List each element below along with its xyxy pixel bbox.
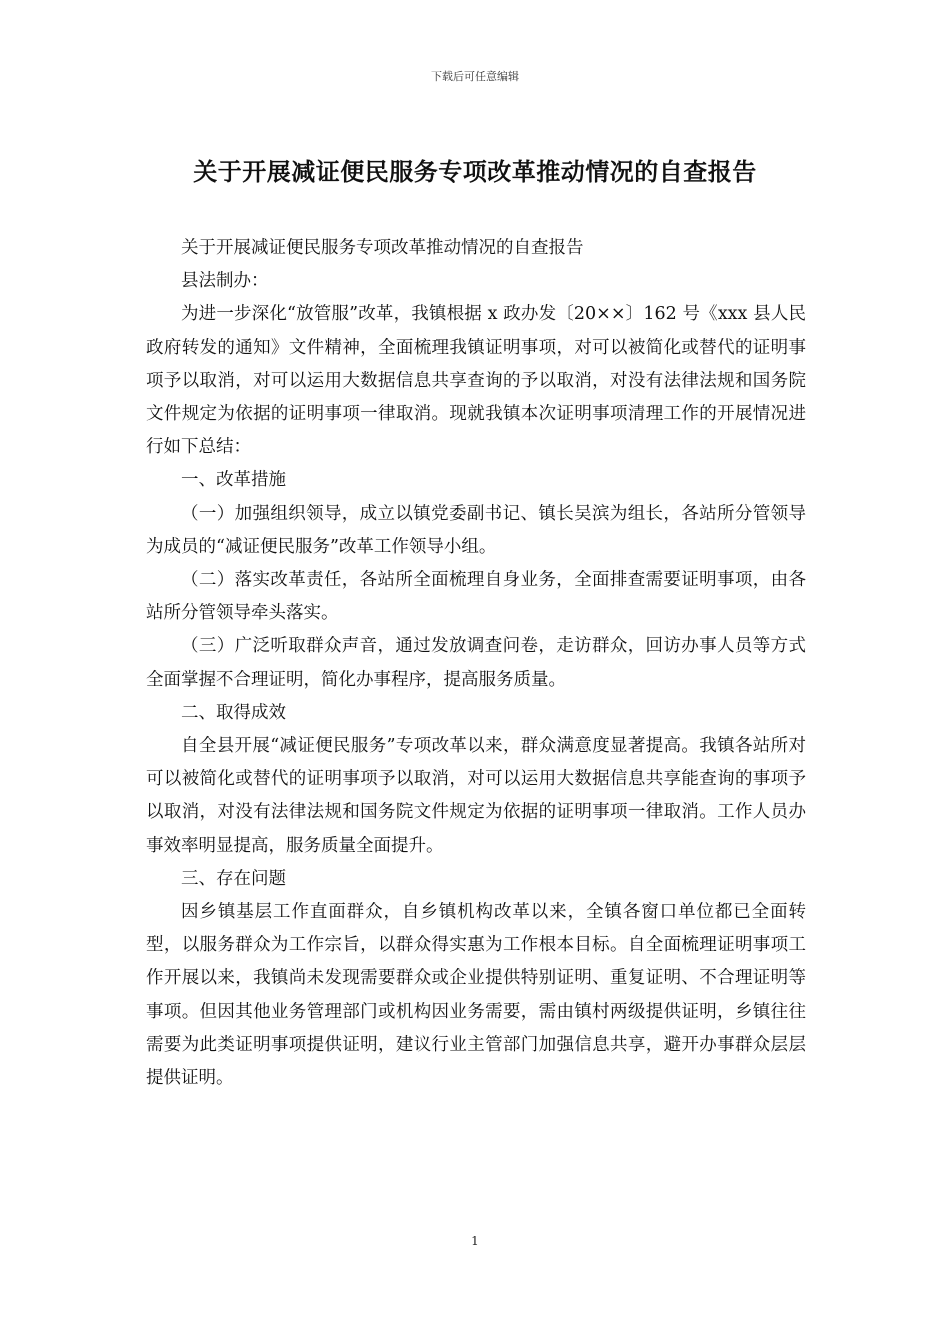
document-body — [146, 232, 806, 1095]
section-heading-problems: 三、存在问题 — [181, 868, 286, 889]
body-paragraph-results: 自全县开展“减证便民服务”专项改革以来，群众满意度显著提高。我镇各站所对可以被简化或替代的证明事项予以取消，对可以运用大数据信息共享能查询的事项予以取消，对没有法律法规和国务院文件规定为依据的证明事项一律取消。工作人员办事效率明显提高，服务质量全面提升。 — [146, 736, 806, 856]
body-paragraph-measure-3: （三）广泛听取群众声音，通过发放调查问卷，走访群众，回访办事人员等方式全面掌握不合理证明，简化办事程序，提高服务质量。 — [146, 636, 806, 690]
body-paragraph-measure-2: （二）落实改革责任，各站所全面梳理自身业务，全面排查需要证明事项，由各站所分管领导牵头落实。 — [146, 570, 806, 624]
header-note: 下载后可任意编辑 — [431, 70, 519, 83]
document-title: 关于开展减证便民服务专项改革推动情况的自查报告 — [193, 158, 757, 186]
body-paragraph-problems: 因乡镇基层工作直面群众，自乡镇机构改革以来，全镇各窗口单位都已全面转型，以服务群众为工作宗旨，以群众得实惠为工作根本目标。自全面梳理证明事项工作开展以来，我镇尚未发现需要群众或企业提供特别证明、重复证明、不合理证明等事项。但因其他业务管理部门或机构因业务需要，需由镇村两级提供证明，乡镇往往需要为此类证明事项提供证明，建议行业主管部门加强信息共享，避开办事群众层层提供证明。 — [146, 902, 806, 1089]
body-paragraph-intro: 为进一步深化“放管服”改革，我镇根据 x 政办发〔20××〕162 号《xxx 县人民政府转发的通知》文件精神，全面梳理我镇证明事项，对可以被简化或替代的证明事项予以取消，对可以运用大数据信息共享查询的予以取消，对没有法律法规和国务院文件规定为依据的证明事项一律取消。现就我镇本次证明事项清理工作的开展情况进行如下总结： — [146, 304, 806, 458]
section-heading-measures: 一、改革措施 — [181, 470, 286, 491]
body-paragraph-subtitle: 关于开展减证便民服务专项改革推动情况的自查报告 — [181, 238, 584, 258]
page-number: 1 — [471, 1234, 479, 1248]
body-paragraph-measure-1: （一）加强组织领导，成立以镇党委副书记、镇长吴滨为组长，各站所分管领导为成员的“减证便民服务”改革工作领导小组。 — [146, 503, 806, 557]
body-paragraph-addressee: 县法制办： — [181, 271, 269, 292]
section-heading-results: 二、取得成效 — [181, 702, 286, 723]
